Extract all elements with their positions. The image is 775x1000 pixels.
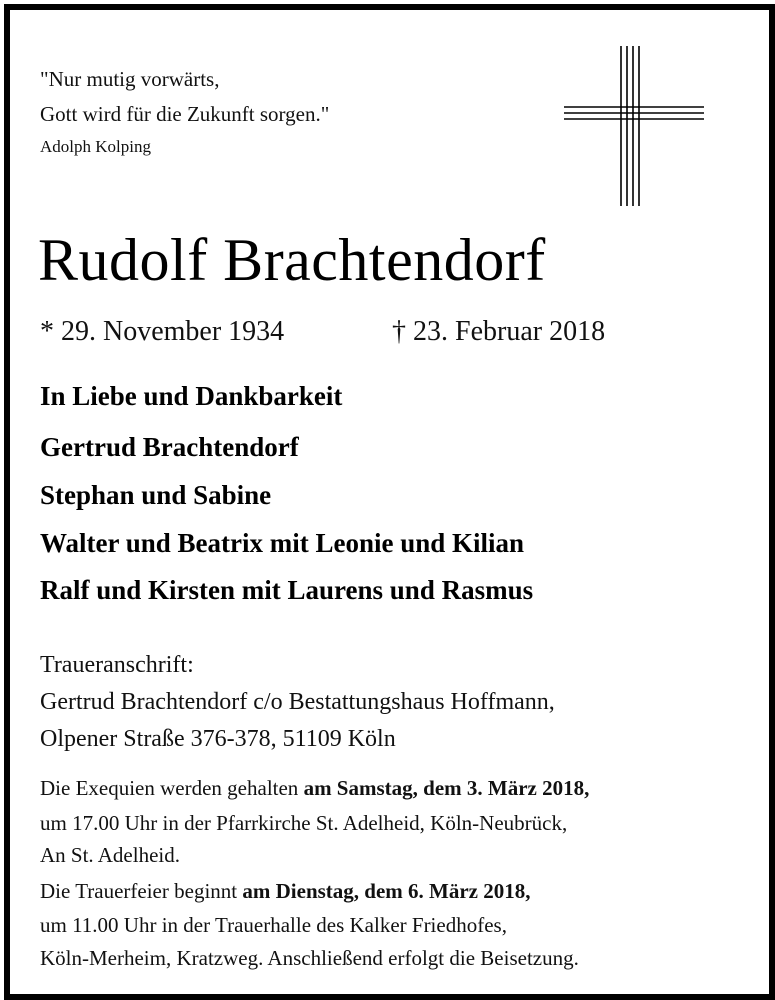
exequien-prefix: Die Exequien werden gehalten [40, 776, 304, 800]
address-line-2: Olpener Straße 376-378, 51109 Köln [40, 726, 396, 752]
death-date: † 23. Februar 2018 [392, 316, 606, 347]
mourner-name: Ralf und Kirsten mit Laurens und Rasmus [40, 575, 534, 605]
exequien-date: am Samstag, dem 3. März 2018, [303, 776, 590, 800]
quote-line-2: Gott wird für die Zukunft sorgen." [40, 102, 330, 126]
mourners-intro: In Liebe und Dankbarkeit [40, 381, 343, 411]
quote-author: Adolph Kolping [40, 137, 151, 156]
trauerfeier-date: am Dienstag, dem 6. März 2018, [242, 879, 531, 903]
trauerfeier-prefix: Die Trauerfeier beginnt [40, 879, 243, 903]
exequien-line-1 [40, 776, 589, 801]
mourner-name: Walter und Beatrix mit Leonie und Kilian [40, 528, 525, 558]
exequien-line-2: um 17.00 Uhr in der Pfarrkirche St. Adelheid, Köln-Neubrück, [40, 811, 568, 835]
address-line-1: Gertrud Brachtendorf c/o Bestattungshaus Hoffmann, [40, 689, 555, 715]
cross-icon [558, 40, 710, 215]
birth-date: * 29. November 1934 [40, 316, 285, 347]
mourner-name: Gertrud Brachtendorf [40, 432, 299, 462]
trauerfeier-line-1 [40, 879, 531, 904]
address-label: Traueranschrift: [40, 652, 194, 678]
deceased-name: Rudolf Brachtendorf [38, 227, 546, 293]
mourner-name: Stephan und Sabine [40, 480, 272, 510]
trauerfeier-line-3: Köln-Merheim, Kratzweg. Anschließend erfolgt die Beisetzung. [40, 946, 579, 970]
exequien-line-3: An St. Adelheid. [40, 843, 180, 867]
trauerfeier-line-2: um 11.00 Uhr in der Trauerhalle des Kalker Friedhofes, [40, 913, 507, 937]
quote-line-1: "Nur mutig vorwärts, [40, 67, 220, 91]
